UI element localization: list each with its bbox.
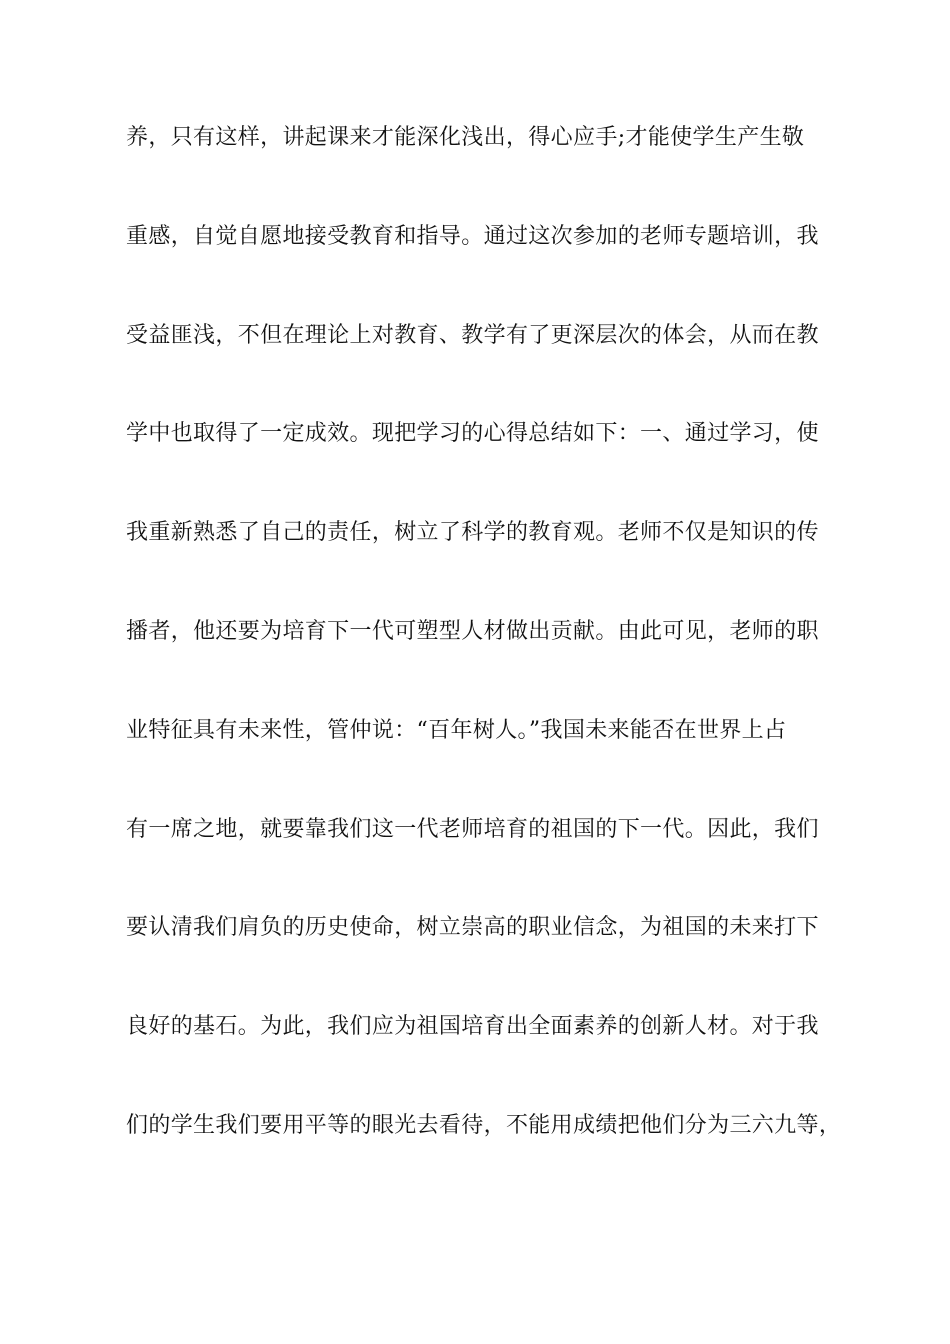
text-line: 我重新熟悉了自己的责任，树立了科学的教育观。老师不仅是知识的传 [126, 520, 819, 546]
text-line: 业特征具有未来性，管仲说：“百年树人。”我国未来能否在世界上占 [126, 717, 787, 743]
text-line: 播者，他还要为培育下一代可塑型人材做出贡献。由此可见，老师的职 [126, 618, 819, 644]
body-text [126, 118, 842, 1205]
text-line: 养，只有这样，讲起课来才能深化浅出，得心应手;才能使学生产生敬 [126, 125, 805, 150]
text-line: 有一席之地，就要靠我们这一代老师培育的祖国的下一代。因此，我们 [126, 816, 819, 842]
text-line: 受益匪浅，不但在理论上对教育、教学有了更深层次的体会，从而在教 [126, 322, 819, 348]
text-line: 重感，自觉自愿地接受教育和指导。通过这次参加的老师专题培训，我 [126, 223, 819, 249]
text-line: 学中也取得了一定成效。现把学习的心得总结如下：一、通过学习，使 [126, 421, 819, 447]
text-line: 良好的基石。为此，我们应为祖国培育出全面素养的创新人材。对于我 [126, 1014, 819, 1040]
text-line: 要认清我们肩负的历史使命，树立崇高的职业信念，为祖国的未来打下 [126, 915, 819, 941]
text-line: 们的学生我们要用平等的眼光去看待，不能用成绩把他们分为三六九等， [126, 1112, 842, 1138]
